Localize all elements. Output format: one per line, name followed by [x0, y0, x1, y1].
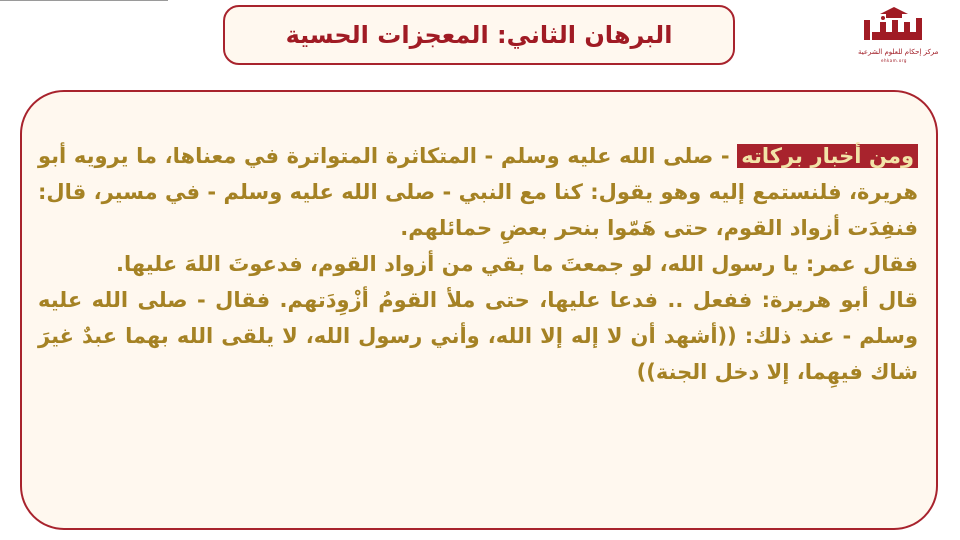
page-title: البرهان الثاني: المعجزات الحسية	[285, 21, 673, 49]
logo	[858, 4, 939, 68]
logo-mark-icon	[858, 4, 930, 48]
paragraph-1-text: - صلى الله عليه وسلم - المتكاثرة المتواترة في معناها، ما يرويه أبو هريرة، فلنستمع إليه وهو يقول: كنا مع النبي - صلى الله عليه وسلم - في مسير، قال: فنفِدَت أزواد القوم، حتى هَمّوا بنحر بعضِ حمائلهم.	[38, 144, 918, 240]
title-banner	[223, 5, 735, 65]
logo-tagline: مركز إحكام للعلوم الشرعية	[858, 48, 939, 56]
logo-url: ehkam.org	[881, 58, 907, 63]
paragraph-1	[38, 138, 918, 246]
content-body	[38, 138, 918, 390]
content-panel	[20, 90, 938, 530]
highlighted-phrase: ومن أخبار بركاته	[737, 144, 918, 168]
top-divider	[0, 0, 168, 1]
paragraph-2: فقال عمر: يا رسول الله، لو جمعتَ ما بقي من أزواد القوم، فدعوتَ اللهَ عليها.	[115, 252, 918, 276]
paragraph-3: قال أبو هريرة: ففعل .. فدعا عليها، حتى ملأ القومُ أزْوِدَتهم. فقال - صلى الله عليه وسلم - عند ذلك: ((أشهد أن لا إله إلا الله، وأني رسول الله، لا يلقى الله بهما عبدٌ غيرَ شاك فيهِما، إلا دخل الجنة))	[38, 288, 918, 384]
